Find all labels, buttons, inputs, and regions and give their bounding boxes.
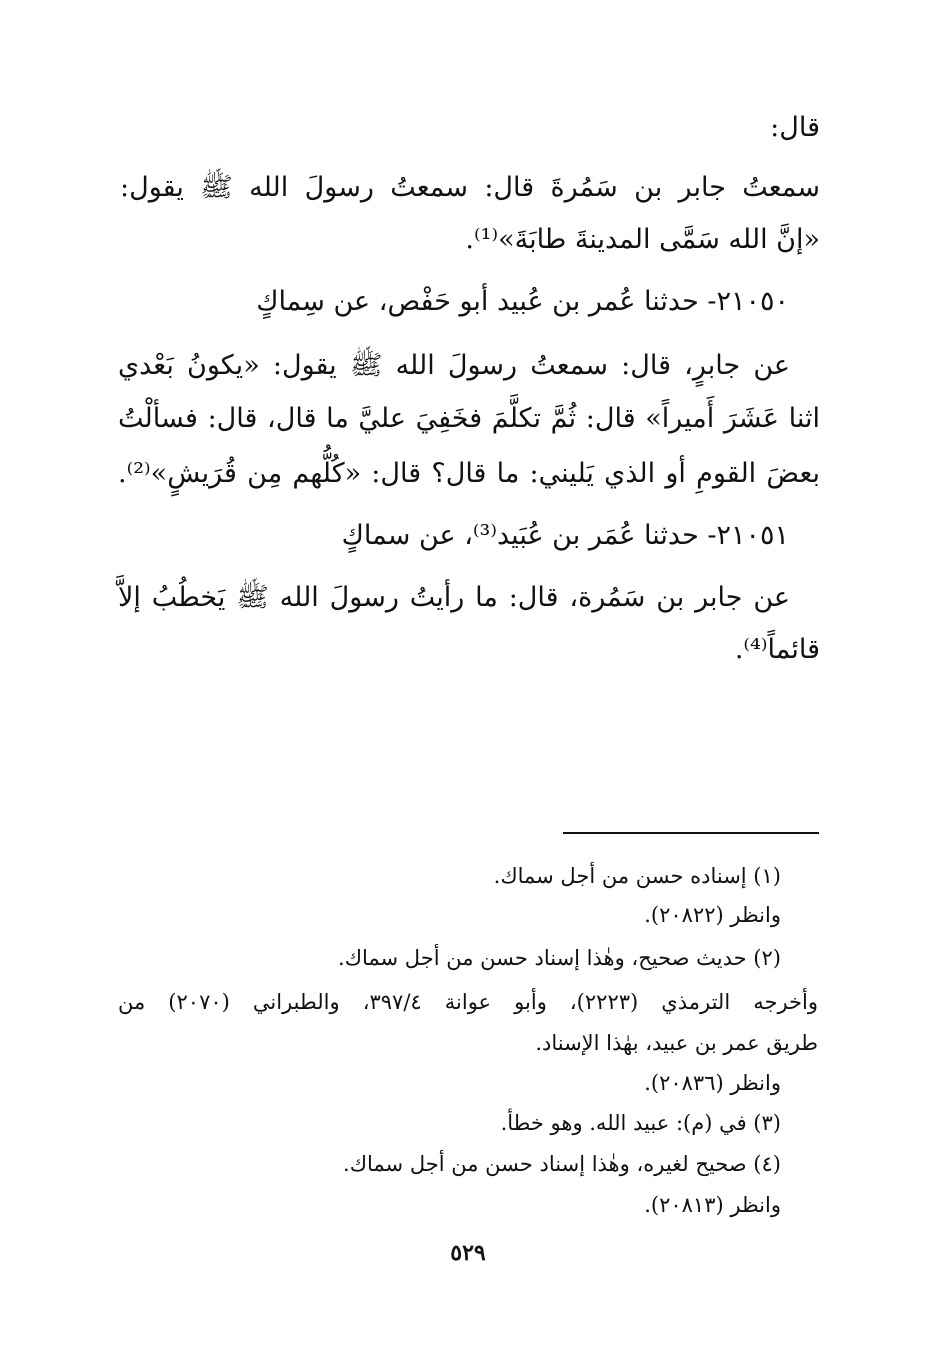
footnote-line-6: وانظر (٢٠٨٣٦).	[644, 1071, 781, 1095]
body-line-10: قائماً⁽⁴⁾.	[734, 634, 820, 665]
body-line-2: سمعتُ جابر بن سَمُرةَ قال: سمعتُ رسولَ الله ﷺ يقول:	[120, 172, 820, 203]
body-line-7: بعضَ القومِ أو الذي يَليني: ما قال؟ قال: «كُلُّهم مِن قُرَيشٍ»⁽²⁾.	[118, 458, 820, 489]
body-line-6: اثنا عَشَرَ أَميراً» قال: ثُمَّ تكلَّمَ فخَفِيَ عليَّ ما قال، قال: فسألْتُ	[118, 403, 820, 434]
footnote-line-2: وانظر (٢٠٨٢٢).	[644, 903, 781, 927]
body-line-9: عن جابر بن سَمُرة، قال: ما رأيتُ رسولَ الله ﷺ يَخطُبُ إلاَّ	[118, 582, 790, 613]
body-line-3: «إنَّ الله سَمَّى المدينةَ طابَةَ»⁽¹⁾.	[465, 224, 820, 255]
footnote-line-8: (٤) صحيح لغيره، وهٰذا إسناد حسن من أجل سماك.	[343, 1152, 781, 1176]
body-line-5: عن جابرٍ، قال: سمعتُ رسولَ الله ﷺ يقول: «يكونُ بَعْدي	[118, 350, 790, 381]
footnote-separator	[563, 832, 819, 834]
footnote-line-1: (١) إسناده حسن من أجل سماك.	[493, 864, 781, 888]
hadith-21051-heading: ٢١٠٥١- حدثنا عُمَر بن عُبَيد⁽³⁾، عن سماكٍ	[341, 520, 789, 551]
footnote-line-9: وانظر (٢٠٨١٣).	[644, 1193, 781, 1217]
hadith-21050-heading: ٢١٠٥٠- حدثنا عُمر بن عُبيد أبو حَفْص، عن سِماكٍ	[256, 286, 789, 317]
body-line-1: قال:	[770, 112, 820, 143]
footnote-line-7: (٣) في (م): عبيد الله. وهو خطأ.	[500, 1111, 781, 1135]
footnote-line-5: طريق عمر بن عبيد، بهٰذا الإسناد.	[535, 1031, 818, 1055]
page-number: ٥٢٩	[450, 1240, 486, 1266]
footnote-line-4: وأخرجه الترمذي (٢٢٢٣)، وأبو عوانة ٣٩٧/٤، والطبراني (٢٠٧٠) من	[118, 990, 819, 1014]
footnote-line-3: (٢) حديث صحيح، وهٰذا إسناد حسن من أجل سماك.	[338, 946, 781, 970]
